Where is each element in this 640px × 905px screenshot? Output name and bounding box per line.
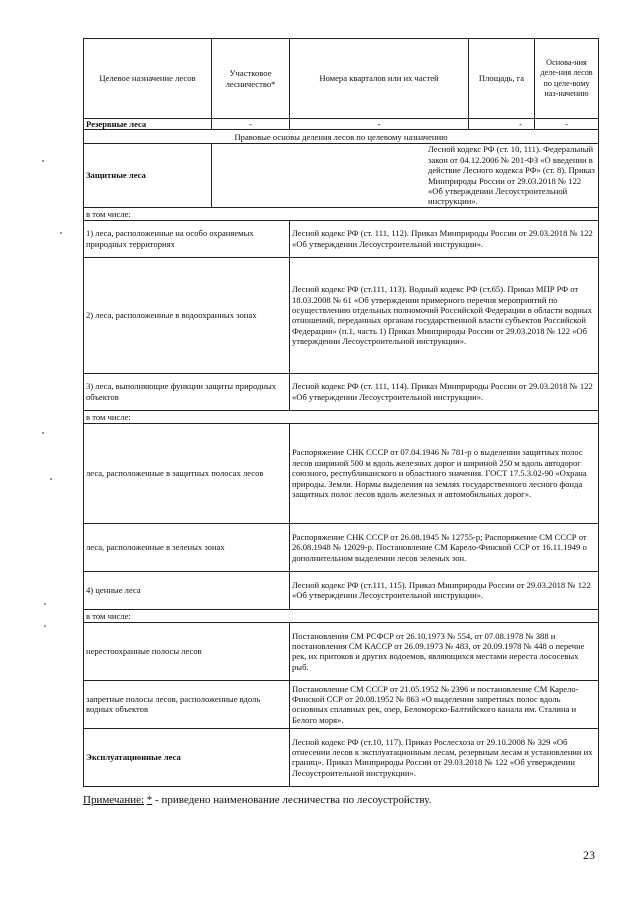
scan-speck xyxy=(60,232,62,234)
footnote-label: Примечание: xyxy=(83,794,145,806)
footnote xyxy=(83,794,431,807)
footnote-star: * xyxy=(146,794,153,806)
footnote-text: - приведено наименование лесничества по лесоустройству. xyxy=(152,794,432,806)
table-row xyxy=(84,423,599,523)
scan-speck xyxy=(42,160,44,162)
header-quarters: Номера кварталов или их частей xyxy=(290,39,469,119)
restricted-strips-law: Постановление СМ СССР от 21.05.1952 № 2396 и постановление СМ Карело-Финской ССР от 20.08.1952 № 863 «О выделении запретных полос вдоль основных сплавных рек, озер, Беломорско-Балтийского канала им. Сталина и Белого моря». xyxy=(290,680,599,728)
scan-speck xyxy=(44,625,46,627)
nature-protection-forests-law: Лесной кодекс РФ (ст. 111, 114). Приказ Минприроды России от 29.03.2018 № 122 «Об утверждении Лесоустроительной инструкции». xyxy=(290,373,599,410)
header-area: Площадь, га xyxy=(469,39,535,119)
header-basis: Основа-ния деле-ния лесов по целе-вому наз-начению xyxy=(535,39,599,119)
forest-purpose-table xyxy=(83,38,599,787)
protective-strips-label: леса, расположенные в защитных полосах лесов xyxy=(84,423,290,523)
green-zone-forests-label: леса, расположенные в зеленых зонах xyxy=(84,523,290,571)
table-row xyxy=(84,622,599,680)
including-label: в том числе: xyxy=(84,207,599,220)
protective-strips-law: Распоряжение СНК СССР от 07.04.1946 № 781-р о выделении защитных полос лесов шириной 500 м вдоль железных дорог и шириной 250 м вдоль автодорог союзного, республиканского и областного значения. ГОСТ 17.5.3.02-90 «Охрана природы. Земли. Нормы выделения на землях государственного лесного фонда защитных полос лесов вдоль железных и автомобильных дорог». xyxy=(290,423,599,523)
protective-forests-law: Лесной кодекс РФ (ст. 10, 111). Федеральный закон от 04.12.2006 № 201-ФЗ «О введении в действие Лесного кодекса РФ» (ст. 8). Приказ Минприроды России от 29.03.2018 № 122 «Об утверждении Лесоустроительной инструкции». xyxy=(212,144,599,207)
reserve-area-value: - xyxy=(469,119,535,130)
table-row xyxy=(84,410,599,423)
nature-protection-forests-label: 3) леса, выполняющие функции защиты природных объектов xyxy=(84,373,290,410)
table-row xyxy=(84,523,599,571)
spawning-strips-label: нерестоохранные полосы лесов xyxy=(84,622,290,680)
including-label: в том числе: xyxy=(84,410,599,423)
reserve-basis-value: - xyxy=(535,119,599,130)
table-row xyxy=(84,257,599,373)
water-zone-forests-label: 2) леса, расположенные в водоохранных зонах xyxy=(84,257,290,373)
table-row xyxy=(84,728,599,786)
reserve-forestry-value: - xyxy=(212,119,290,130)
reserve-quarters-value: - xyxy=(290,119,469,130)
header-forestry: Участковое лесничество* xyxy=(212,39,290,119)
valuable-forests-label: 4) ценные леса xyxy=(84,571,290,609)
protective-forests-label: Защитные леса xyxy=(84,144,212,207)
legal-basis-title-row xyxy=(84,130,599,144)
spawning-strips-law: Постановления СМ РСФСР от 26.10.1973 № 554, от 07.08.1978 № 388 и постановления СМ КАССР от 26.09.1973 № 483, от 20.09.1978 № 448 о перечне рек, их притоков и других водоемов, являющихся местами нереста лососевых рыб. xyxy=(290,622,599,680)
table-row xyxy=(84,373,599,410)
green-zone-forests-law: Распоряжение СНК СССР от 26.08.1945 № 12755-р; Распоряжение СМ СССР от 26.08.1948 № 12029-р. Постановление СМ Карело-Финской ССР от 16.11.1949 о дополнительном выделении лесов зеленых зон. xyxy=(290,523,599,571)
legal-basis-title: Правовые основы деления лесов по целевому назначению xyxy=(84,130,599,144)
scan-speck xyxy=(50,478,52,480)
table-row xyxy=(84,609,599,622)
exploitation-forests-label: Эксплуатационные леса xyxy=(84,728,290,786)
oopt-forests-law: Лесной кодекс РФ (ст. 111, 112). Приказ Минприроды России от 29.03.2018 № 122 «Об утверждении Лесоустроительной инструкции». xyxy=(290,220,599,257)
table-row xyxy=(84,571,599,609)
table-header-row xyxy=(84,39,599,119)
scan-speck xyxy=(42,432,44,434)
reserve-forests-label: Резервные леса xyxy=(84,119,212,130)
table-row xyxy=(84,680,599,728)
table-row xyxy=(84,220,599,257)
including-label: в том числе: xyxy=(84,609,599,622)
oopt-forests-label: 1) леса, расположенные на особо охраняемых природных территориях xyxy=(84,220,290,257)
restricted-strips-label: запретные полосы лесов, расположенные вдоль водных объектов xyxy=(84,680,290,728)
scan-speck xyxy=(44,603,46,605)
exploitation-forests-law: Лесной кодекс РФ (ст.10, 117). Приказ Рослесхоза от 29.10.2008 № 329 «Об отнесении лесов к эксплуатационным лесам, резервным лесам и установлении их границ». Приказ Минприроды России от 29.03.2018 № 122 «Об утверждении Лесоустроительной инструкции». xyxy=(290,728,599,786)
water-zone-forests-law: Лесной кодекс РФ (ст.111, 113). Водный кодекс РФ (ст.65). Приказ МПР РФ от 18.03.2008 № 61 «Об утверждении примерного перечня мероприятий по осуществлению отдельных полномочий Российской Федерации в области водных отношений, переданных органам государственной власти субъектов Российской Федерации» (п.1, часть 1) Приказ Минприроды России от 29.03.2018 № 122 «Об утверждении Лесоустроительной инструкции». xyxy=(290,257,599,373)
table-row xyxy=(84,207,599,220)
page-number: 23 xyxy=(583,848,595,862)
reserve-forests-row xyxy=(84,119,599,130)
table-row xyxy=(84,144,599,207)
header-purpose: Целевое назначение лесов xyxy=(84,39,212,119)
valuable-forests-law: Лесной кодекс РФ (ст.111, 115). Приказ Минприроды России от 29.03.2018 № 122 «Об утверждении Лесоустроительной инструкции». xyxy=(290,571,599,609)
